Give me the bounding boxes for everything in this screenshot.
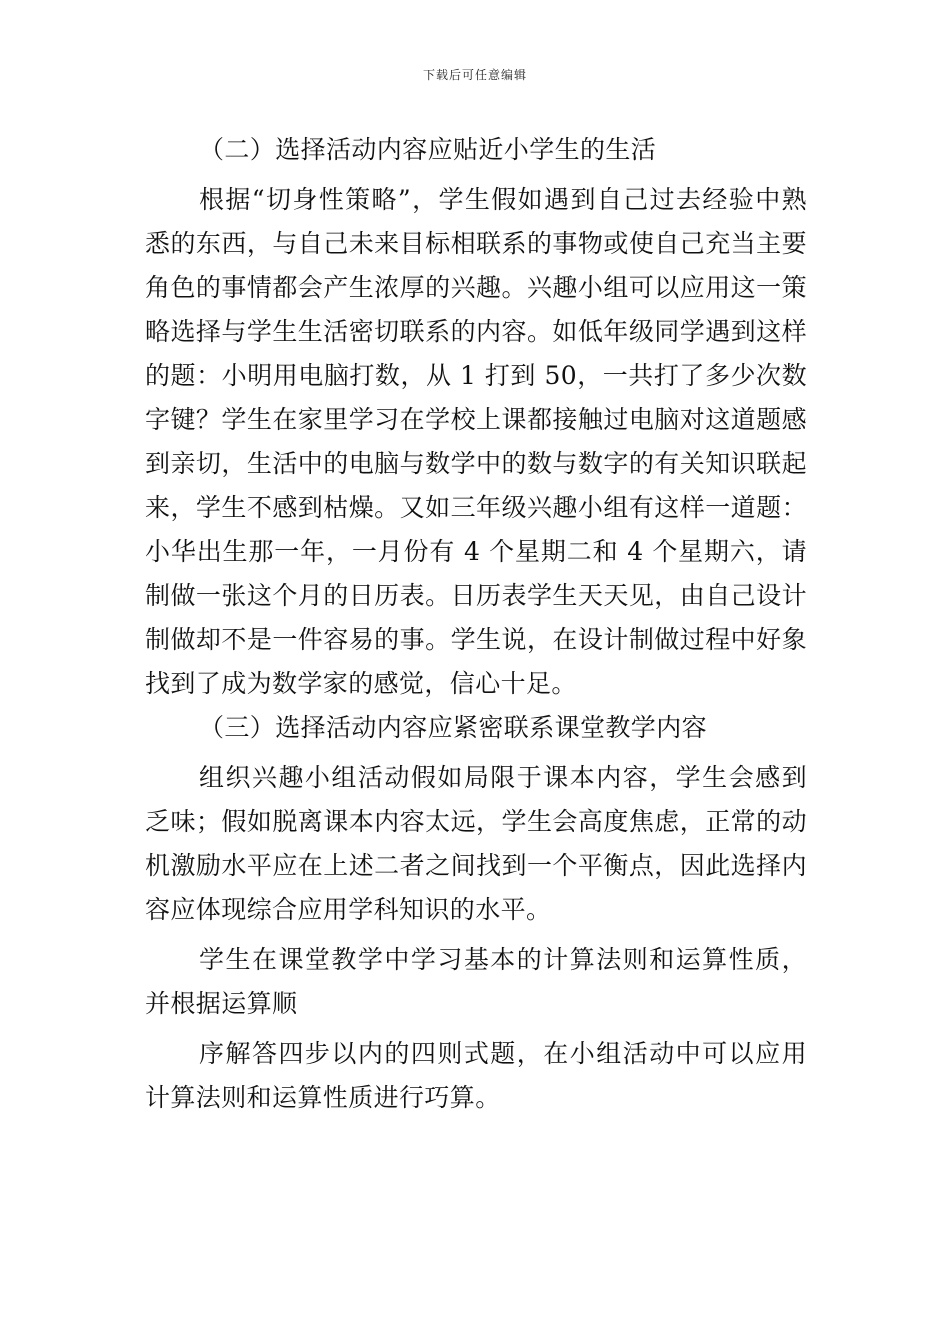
paragraph-1: 根据“切身性策略”，学生假如遇到自己过去经验中熟悉的东西，与自己未来目标相联系的事物或使自己充当主要角色的事情都会产生浓厚的兴趣。兴趣小组可以应用这一策略选择与学生生活密切联系的内容。如低年级同学遇到这样的题：小明用电脑打数，从 1 打到 50，一共打了多少次数字键？学生在家里学习在学校上课都接触过电脑对这道题感到亲切，生活中的电脑与数学中的数与数字的有关知识联起来，学生不感到枯燥。又如三年级兴趣小组有这样一道题：小华出生那一年，一月份有 4 个星期二和 4 个星期六，请制做一张这个月的日历表。日历表学生天天见，由自己设计制做却不是一件容易的事。学生说，在设计制做过程中好象找到了成为数学家的感觉，信心十足。 [145,185,807,698]
paragraph-4: 序解答四步以内的四则式题，在小组活动中可以应用计算法则和运算性质进行巧算。 [145,1039,807,1112]
document-body [145,128,807,1120]
section-heading-3: （三）选择活动内容应紧密联系课堂教学内容 [199,713,708,742]
section-heading-2: （二）选择活动内容应贴近小学生的生活 [199,135,657,164]
paragraph-3: 学生在课堂教学中学习基本的计算法则和运算性质，并根据运算顺 [145,945,807,1018]
paragraph-2: 组织兴趣小组活动假如局限于课本内容，学生会感到乏味；假如脱离课本内容太远，学生会高度焦虑，正常的动机激励水平应在上述二者之间找到一个平衡点，因此选择内容应体现综合应用学科知识的水平。 [145,763,807,924]
header-note: 下载后可任意编辑 [422,68,527,82]
